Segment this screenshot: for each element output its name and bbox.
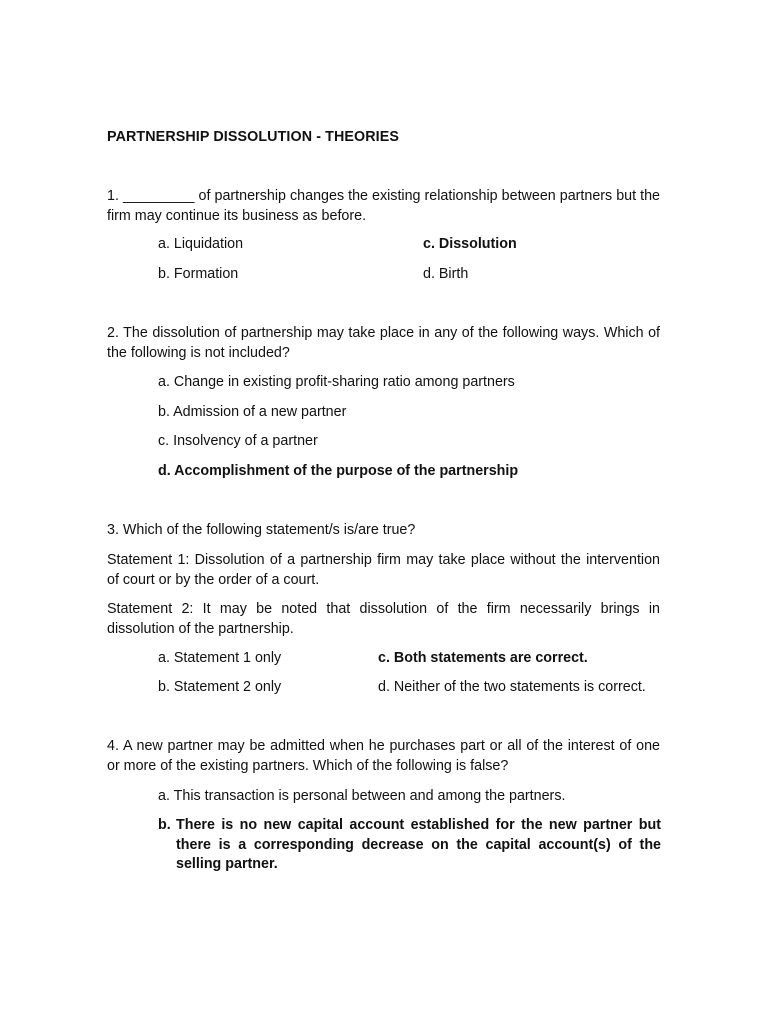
- q3-option-a: a. Statement 1 only: [158, 650, 282, 666]
- q4-option-b-text: There is no new capital account established for the new partner but there is a corresponding decrease on the capital account(s) of the selling partner.: [176, 817, 661, 872]
- q1-option-c: c. Dissolution: [423, 236, 517, 252]
- q2-option-c: c. Insolvency of a partner: [158, 433, 318, 449]
- question-2: 2. The dissolution of partnership may take place in any of the following ways. Which of the following is not included?: [107, 325, 660, 361]
- question-3: 3. Which of the following statement/s is/are true?: [107, 522, 416, 538]
- q3-option-c: c. Both statements are correct.: [378, 650, 588, 666]
- q3-option-b: b. Statement 2 only: [158, 679, 282, 695]
- q1-option-b: b. Formation: [158, 266, 239, 282]
- q4-option-b-label: b.: [158, 817, 171, 833]
- q3-statement-2: Statement 2: It may be noted that dissolution of the firm necessarily brings in dissolution of the partnership.: [107, 601, 660, 637]
- q1-option-a: a. Liquidation: [158, 236, 244, 252]
- q3-statement-1: Statement 1: Dissolution of a partnership firm may take place without the intervention of court or by the order of a court.: [107, 552, 660, 588]
- document-title: PARTNERSHIP DISSOLUTION - THEORIES: [107, 129, 400, 145]
- question-4: 4. A new partner may be admitted when he purchases part or all of the interest of one or more of the existing partners. Which of the following is false?: [107, 738, 660, 774]
- q2-option-a: a. Change in existing profit-sharing ratio among partners: [158, 374, 515, 390]
- q4-option-a: a. This transaction is personal between and among the partners.: [158, 788, 566, 804]
- q2-option-d: d. Accomplishment of the purpose of the partnership: [158, 463, 519, 479]
- q3-option-d: d. Neither of the two statements is correct.: [378, 679, 646, 695]
- q4-option-b: [158, 816, 661, 875]
- question-1: 1. _________ of partnership changes the existing relationship between partners but the firm may continue its business as before.: [107, 188, 660, 224]
- q2-option-b: b. Admission of a new partner: [158, 404, 347, 420]
- q1-option-d: d. Birth: [423, 266, 469, 282]
